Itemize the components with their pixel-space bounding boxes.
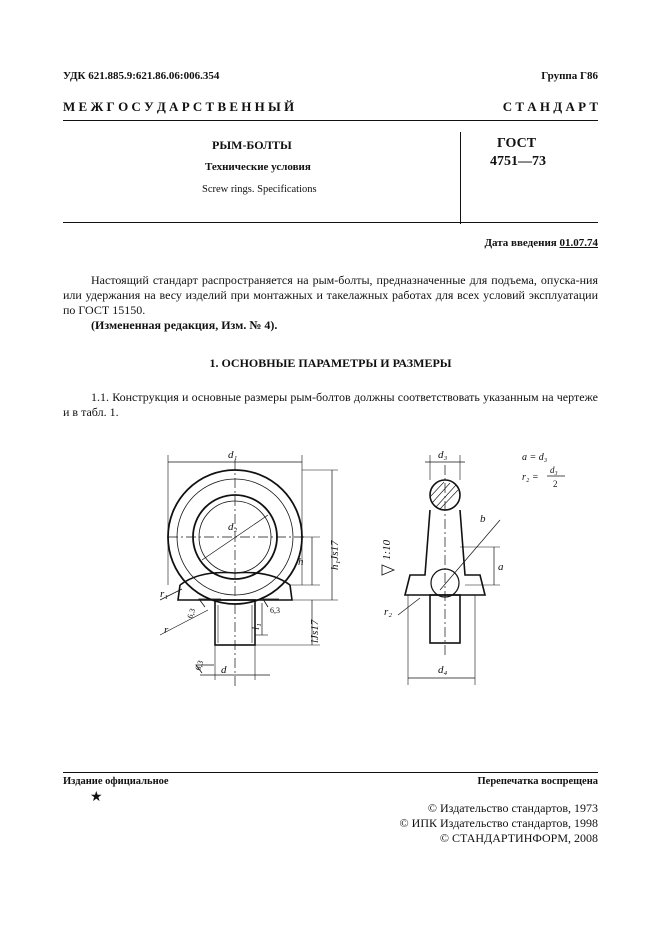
- gost-number: 4751—73: [490, 154, 546, 169]
- label-l: lJs17: [309, 619, 321, 643]
- udk-code: УДК 621.885.9:621.86.06:006.354: [63, 70, 220, 82]
- label-a: a: [498, 561, 504, 573]
- eyebolt-drawing: [140, 435, 590, 690]
- label-r1: r₁: [160, 588, 169, 600]
- label-d4: d₄: [438, 664, 448, 676]
- label-rough3: 6,3: [193, 659, 206, 672]
- doc-title: РЫМ-БОЛТЫ: [212, 138, 292, 152]
- label-r2: r₂: [384, 606, 393, 618]
- star-mark: ★: [90, 790, 103, 805]
- b-leader: [440, 520, 500, 590]
- banner-word-1: М Е Ж Г О С У Д А Р С Т В Е Н Н Ы Й: [63, 99, 295, 114]
- label-h: h: [298, 556, 304, 568]
- intro-text: Настоящий стандарт распространяется на рым-болты, предназначенные для подъема, опуска-ния или удержания на весу изделий при монтажных и такелажных работах для всех условий эксплуатации по ГОСТ 15150.: [63, 273, 598, 317]
- label-b: b: [480, 513, 486, 525]
- formula-num: d₃: [550, 465, 558, 475]
- doc-english-title: Screw rings. Specifications: [202, 184, 317, 195]
- front-view: [160, 455, 338, 687]
- official-edition: Издание официальное: [63, 776, 169, 787]
- label-d3: d₃: [438, 449, 448, 461]
- reprint-prohibited: Перепечатка воспрещена: [477, 776, 598, 787]
- intro-paragraph: [63, 273, 598, 333]
- intro-date-label: Дата введения: [484, 237, 557, 249]
- label-d: d: [221, 664, 227, 676]
- taper-sign: [382, 565, 394, 575]
- label-l1: l₁: [250, 623, 262, 630]
- intro-date-value: 01.07.74: [559, 237, 598, 249]
- standard-banner: [63, 99, 598, 115]
- banner-word-2: С Т А Н Д А Р Т: [502, 99, 598, 114]
- label-r: r: [164, 624, 169, 636]
- group-code: Группа Г86: [541, 70, 598, 82]
- clause-1-1: 1.1. Конструкция и основные размеры рым-болтов должны соответствовать указанным на чертеже и в табл. 1.: [63, 390, 598, 419]
- section-heading: 1. ОСНОВНЫЕ ПАРАМЕТРЫ И РАЗМЕРЫ: [209, 356, 452, 370]
- label-taper: 1:10: [381, 539, 393, 560]
- gost-label: ГОСТ: [497, 136, 537, 151]
- amendment-note: (Измененная редакция, Изм. № 4).: [91, 318, 278, 332]
- top-rule: [63, 120, 598, 121]
- label-rough2: 6,3: [270, 606, 280, 615]
- formula-den: 2: [553, 479, 558, 489]
- formula-r2: r₂ =: [522, 472, 539, 483]
- footer-rule: [63, 772, 598, 773]
- title-bottom-rule: [63, 222, 598, 223]
- copyright-1: © Издательство стандартов, 1973: [427, 801, 598, 815]
- intro-date: [484, 237, 598, 249]
- hatch-2: [436, 485, 456, 507]
- doc-subtitle: Технические условия: [205, 161, 311, 173]
- copyright-3: © СТАНДАРТИНФОРМ, 2008: [439, 831, 598, 845]
- hatch-1: [432, 483, 450, 503]
- formula-a: a = d₃: [522, 452, 548, 463]
- label-rough1: 6,3: [185, 607, 198, 620]
- label-d1: d₁: [228, 449, 238, 461]
- copyright-2: © ИПК Издательство стандартов, 1998: [399, 816, 598, 830]
- title-divider: [460, 132, 461, 224]
- side-view: [382, 455, 500, 685]
- label-d2: d₂: [228, 521, 238, 533]
- r2-leader: [398, 598, 420, 615]
- label-h1: h₁Js17: [329, 540, 341, 570]
- hatch-4: [430, 482, 444, 497]
